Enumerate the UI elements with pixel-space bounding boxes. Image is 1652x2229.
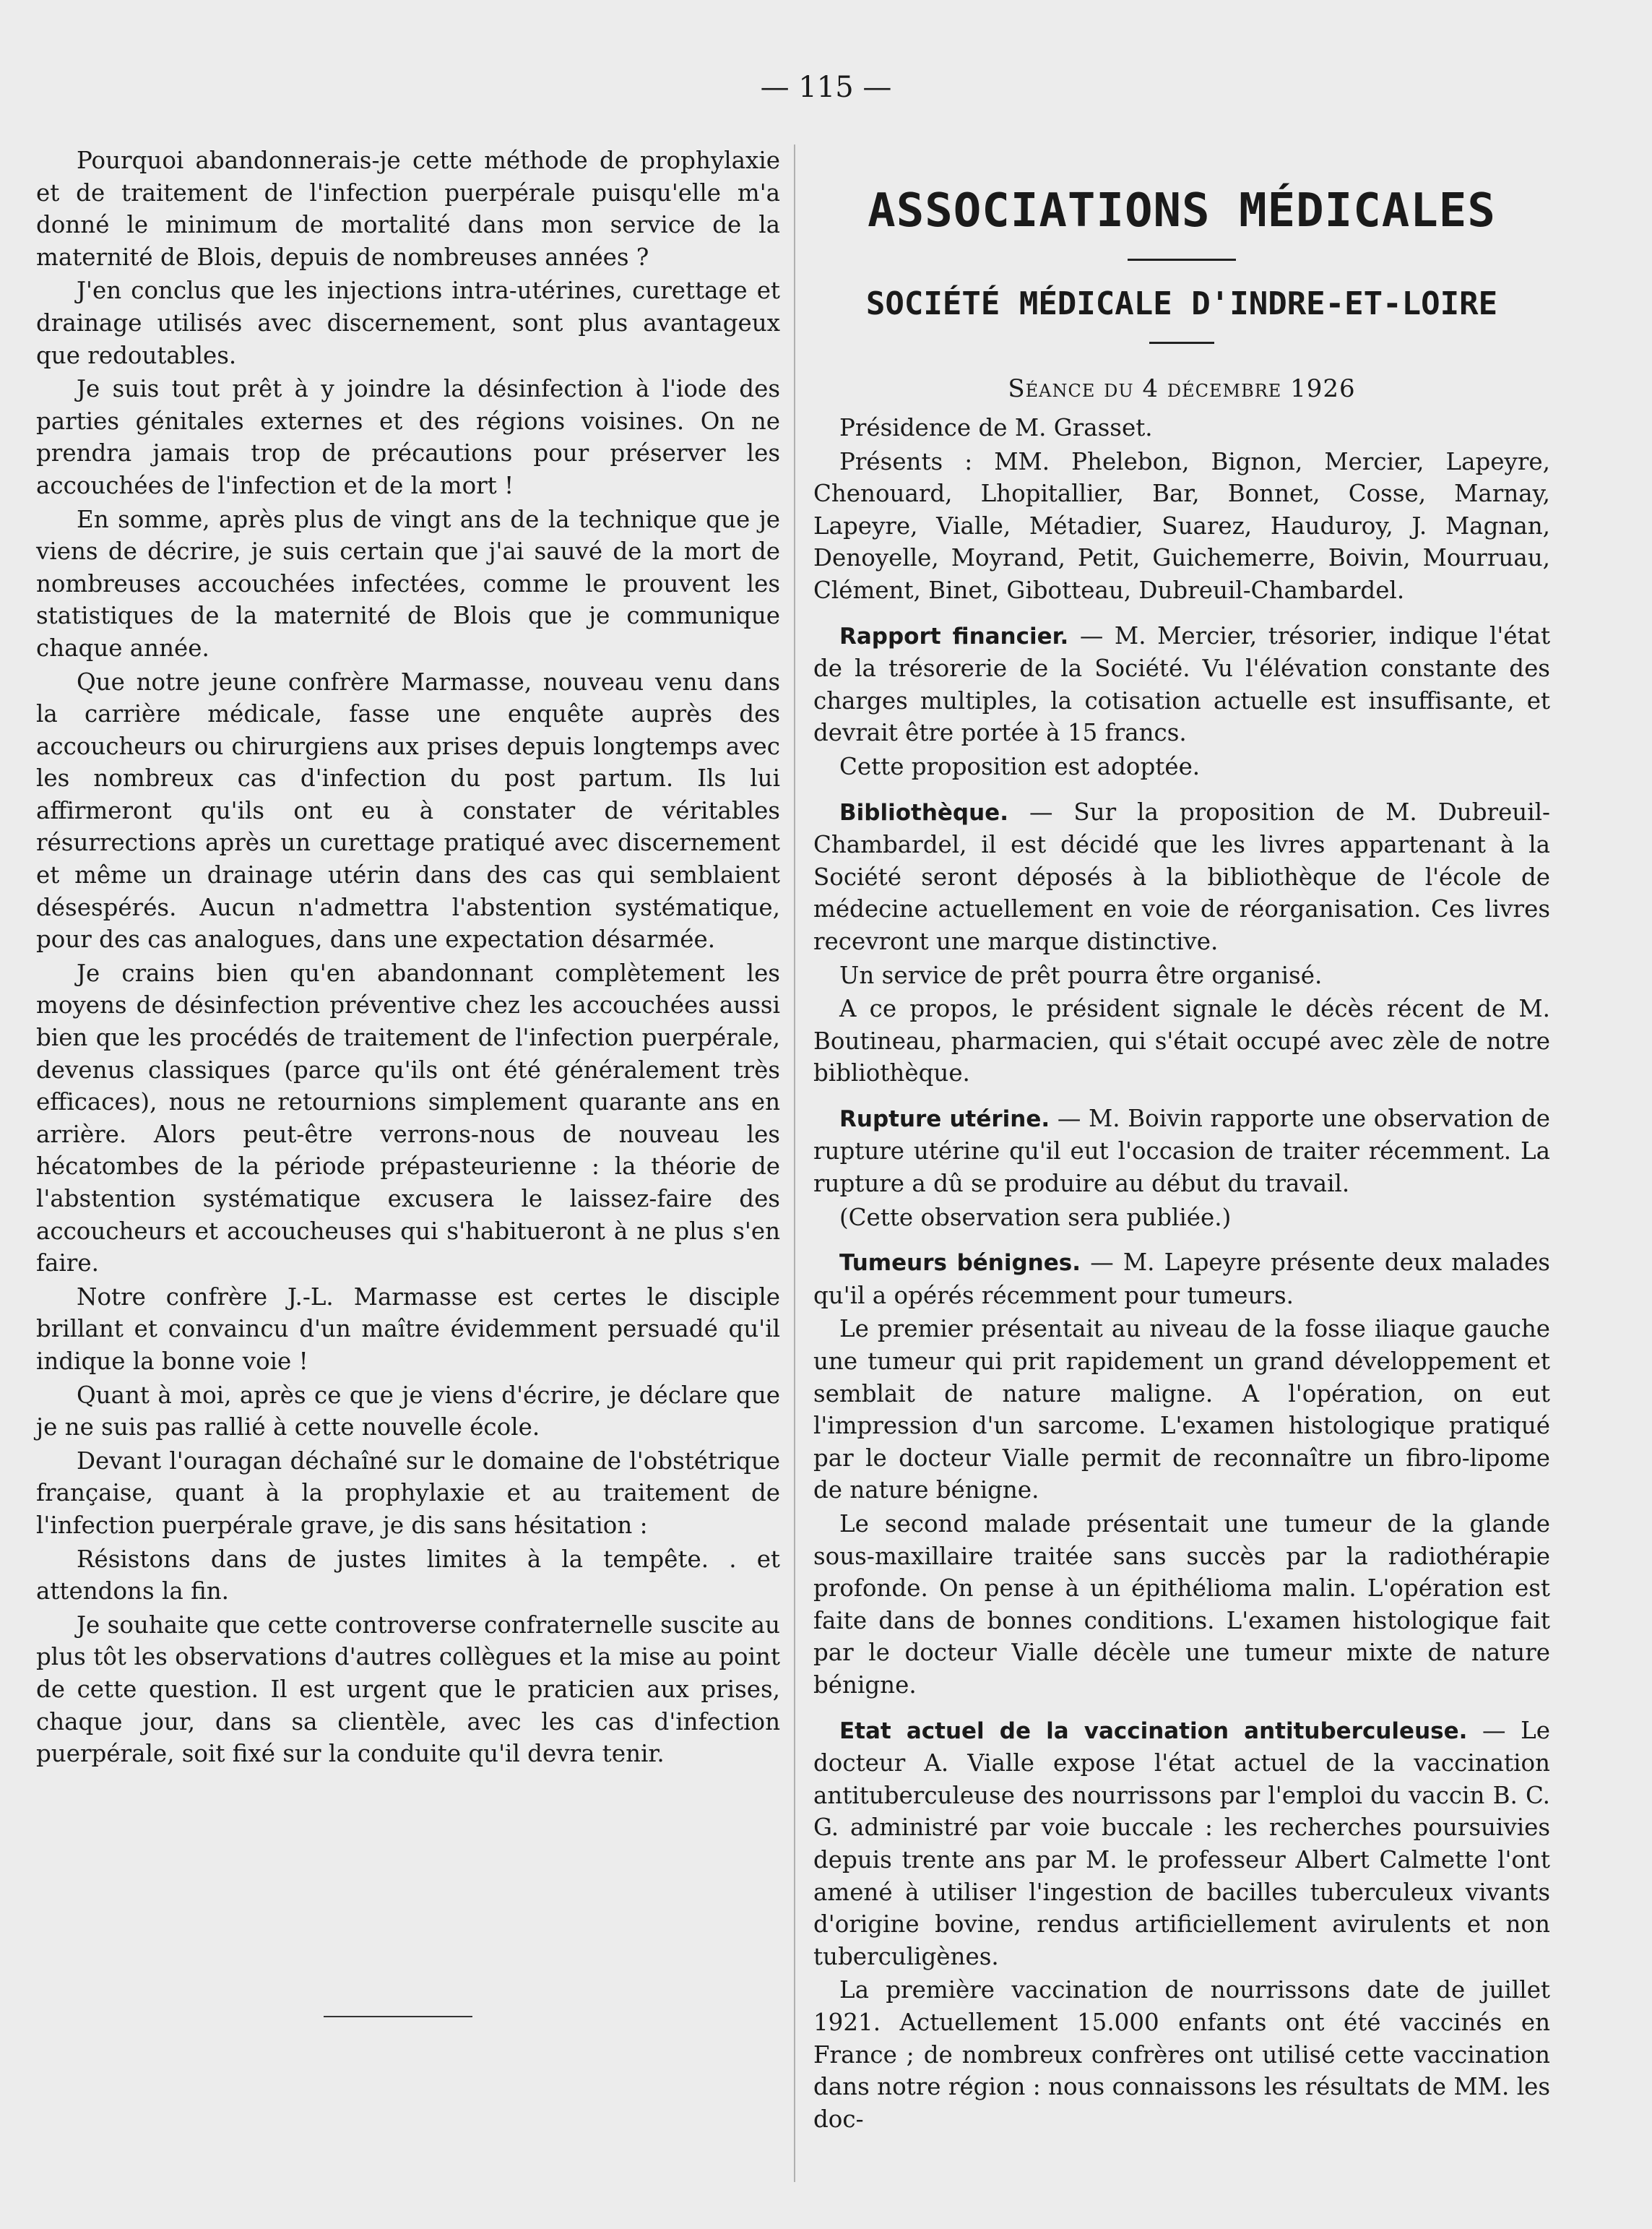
section-heading: Bibliothèque. — [839, 799, 1008, 826]
section-vaccination — [813, 1715, 1550, 1973]
page-number: — 115 — — [760, 71, 892, 104]
section-text: — M. Boivin rapporte une observation de rupture utérine qu'il eut l'occasion de traiter récemment. La rupture a dû se produire au début du travail. — [813, 1104, 1550, 1198]
paragraph: Résistons dans de justes limites à la tempête. . et attendons la fin. — [36, 1545, 780, 1605]
section-text: — Le docteur A. Vialle expose l'état actuel de la vaccination antituberculeuse des nourrissons par l'emploi du vaccin B. C. G. administré par voie buccale : les recherches poursuivies depuis trente ans par M. le professeur Albert Calmette l'ont amené à utiliser l'ingestion de bacilles tuberculeux vivants d'origine bovine, rendus artificiellement avirulents et non tuberculigènes. — [813, 1716, 1550, 1970]
subhead-rule — [1149, 342, 1214, 344]
section-heading: Tumeurs bénignes. — [839, 1250, 1081, 1277]
attendees: Présents : MM. Phelebon, Bignon, Mercier, Lapeyre, Chenouard, Lhopitallier, Bar, Bonnet, Cosse, Marnay, Lapeyre, Vialle, Métadier, Suarez, Hauduroy, J. Magnan, Denoyelle, Moyrand, Petit, Guichemerre, Boivin, Mourruau, Clément, Binet, Gibotteau, Dubreuil-Chambardel. — [813, 447, 1550, 604]
paragraph: Le premier présentait au niveau de la fosse iliaque gauche une tumeur qui prit rapidement un grand développement et semblait de nature maligne. A l'opération, on eut l'impression d'un sarcome. L'examen histologique pratiqué par le docteur Vialle permit de reconnaître un fibro-lipome de nature bénigne. — [813, 1315, 1550, 1504]
right-column — [813, 171, 1550, 2137]
presidence: Présidence de M. Grasset. — [839, 414, 1153, 441]
paragraph: Je suis tout prêt à y joindre la désinfection à l'iode des parties génitales externes et des régions voisines. On ne prendra jamais trop de précautions pour préserver les accouchées de l'infection et de la mort ! — [36, 375, 780, 499]
paragraph: Devant l'ouragan déchaîné sur le domaine de l'obstétrique française, quant à la prophylaxie et au traitement de l'infection puerpérale grave, je dis sans hésitation : — [36, 1447, 780, 1539]
paragraph: Je crains bien qu'en abandonnant complètement les moyens de désinfection préventive chez les accouchées aussi bien que les procédés de traitement de l'infection puerpérale, devenus classiques (parce qu'ils ont été généralement très efficaces), nous ne retournions simplement quarante ans en arrière. Alors peut-être verrons-nous de nouveau les hécatombes de la période prépasteurienne : la théorie de l'abstention systématique excusera le laissez-faire des accoucheurs et accoucheuses qui s'habitueront à ne plus s'en faire. — [36, 959, 780, 1277]
section-text: — M. Mercier, trésorier, indique l'état de la trésorerie de la Société. Vu l'élévation constante des charges multiples, la cotisation actuelle est insuffisante, et devrait être portée à 15 francs. — [813, 621, 1551, 747]
paragraph: Pourquoi abandonnerais-je cette méthode de prophylaxie et de traitement de l'infection puerpérale puisqu'elle m'a donné le minimum de mortalité dans mon service de la maternité de Blois, depuis de nombreuses années ? — [36, 147, 780, 271]
section-heading: Rapport financier. — [839, 623, 1069, 650]
paragraph: Un service de prêt pourra être organisé. — [839, 961, 1323, 989]
section-tumeurs-benignes — [813, 1246, 1550, 1311]
section-heading: Rupture utérine. — [839, 1105, 1050, 1132]
paragraph: Le second malade présentait une tumeur de la glande sous-maxillaire traitée sans succès par la radiothérapie profonde. On pense à un épithélioma malin. L'opération est faite dans de bonnes conditions. L'examen histologique fait par le docteur Vialle décèle une tumeur mixte de nature bénigne. — [813, 1510, 1550, 1699]
paragraph: La première vaccination de nourrissons date de juillet 1921. Actuellement 15.000 enfants ont été vaccinés en France ; de nombreux confrères ont utilisé cette vaccination dans notre région : nous connaissons les résultats de MM. les doc- — [813, 1976, 1550, 2133]
paragraph: (Cette observation sera publiée.) — [839, 1203, 1232, 1231]
paragraph: J'en conclus que les injections intra-utérines, curettage et drainage utilisés avec discernement, sont plus avantageux que redoutables. — [36, 277, 780, 369]
left-column — [36, 145, 780, 1772]
section-text: — M. Lapeyre présente deux malades qu'il a opérés récemment pour tumeurs. — [813, 1249, 1550, 1309]
section-rupture-uterine — [813, 1103, 1550, 1200]
paragraph: Quant à moi, après ce que je viens d'écrire, je déclare que je ne suis pas rallié à cette nouvelle école. — [36, 1381, 780, 1441]
section-rapport-financier — [813, 620, 1550, 749]
meeting-date: Séance du 4 décembre 1926 — [1008, 374, 1356, 403]
paragraph: Cette proposition est adoptée. — [839, 752, 1201, 780]
society-title: SOCIÉTÉ MÉDICALE D'INDRE-ET-LOIRE — [865, 285, 1498, 322]
section-bibliotheque — [813, 796, 1550, 958]
section-heading: Etat actuel de la vaccination antituberculeuse. — [839, 1717, 1468, 1744]
article-end-rule — [324, 2016, 472, 2017]
paragraph: Je souhaite que cette controverse confraternelle suscite au plus tôt les observations d'autres collègues et la mise au point de cette question. Il est urgent que le praticien aux prises, chaque jour, dans sa clientèle, avec les cas d'infection puerpérale, soit fixé sur la conduite qu'il devra tenir. — [36, 1611, 780, 1768]
paragraph: Que notre jeune confrère Marmasse, nouveau venu dans la carrière médicale, fasse une enquête auprès des accoucheurs ou chirurgiens aux prises depuis longtemps avec les nombreux cas d'infection du post partum. Ils lui affirmeront qu'ils ont eu à constater de véritables résurrections après un curettage pratiqué avec discernement et même un drainage utérin dans des cas qui semblaient désespérés. Aucun n'admettra l'abstention systématique, pour des cas analogues, dans une expectation désarmée. — [36, 668, 780, 954]
paragraph: A ce propos, le président signale le décès récent de M. Boutineau, pharmacien, qui s'était occupé avec zèle de notre bibliothèque. — [813, 995, 1550, 1087]
headline-rule — [1128, 259, 1236, 261]
section-headline: ASSOCIATIONS MÉDICALES — [868, 184, 1496, 238]
section-text: — Sur la proposition de M. Dubreuil-Chambardel, il est décidé que les livres appartenant à la Société seront déposés à la bibliothèque de l'école de médecine actuellement en voie de réorganisation. Ces livres recevront une marque distinctive. — [813, 798, 1550, 955]
paragraph: En somme, après plus de vingt ans de la technique que je viens de décrire, je suis certain que j'ai sauvé de la mort de nombreuses accouchées infectées, comme le prouvent les statistiques de la maternité de Blois que je communique chaque année. — [36, 505, 780, 662]
column-divider — [794, 145, 795, 2182]
paragraph: Notre confrère J.-L. Marmasse est certes le disciple brillant et convaincu d'un maître évidemment persuadé qu'il indique la bonne voie ! — [36, 1282, 780, 1375]
